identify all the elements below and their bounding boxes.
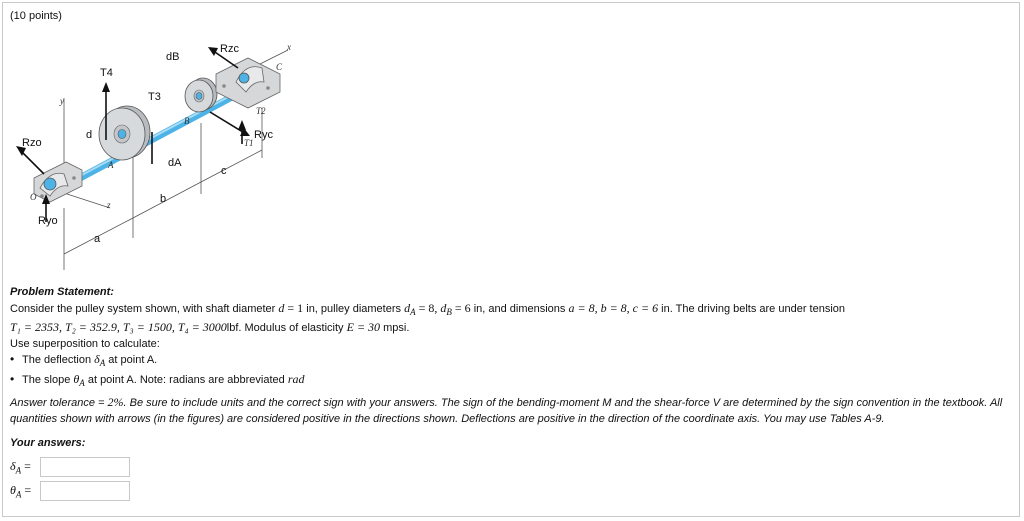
dim-line-c xyxy=(201,150,262,182)
math-theta-sub: A xyxy=(79,378,85,389)
label-t2: T2 xyxy=(256,106,266,116)
label-d: d xyxy=(86,129,93,141)
dim-line-b xyxy=(133,182,201,218)
text: at point A. Note: radians are abbreviated xyxy=(84,373,288,386)
text: Consider the pulley system shown, with shaft diameter xyxy=(10,302,279,315)
math-db: d xyxy=(440,300,447,315)
text: Answer tolerance = xyxy=(10,397,108,409)
math-delta: δ xyxy=(94,352,100,367)
label-db: dB xyxy=(166,51,180,63)
theta-label xyxy=(10,483,40,499)
text: at point A. xyxy=(105,354,158,367)
problem-line-2 xyxy=(10,320,1010,337)
math-da: d xyxy=(404,300,411,315)
math-da-value: = 8, xyxy=(415,300,441,315)
math-delta-sub: A xyxy=(99,358,106,369)
text: mpsi. xyxy=(380,322,410,335)
delta-sub: A xyxy=(15,465,22,476)
label-b: b xyxy=(160,193,167,205)
label-t3: T3 xyxy=(148,91,161,103)
math-db-sub: B xyxy=(446,306,452,317)
problem-line-1 xyxy=(10,301,1010,321)
label-a: a xyxy=(94,233,101,245)
ryc-arrowhead xyxy=(238,120,246,130)
math-d-value: = 1 xyxy=(284,300,304,315)
label-point-o: O xyxy=(30,192,37,202)
answer-row-delta xyxy=(10,455,130,479)
theta-symbol: θ xyxy=(10,482,16,497)
points-label: (10 points) xyxy=(10,10,62,22)
math-dims: a = 8, b = 8, c = 6 xyxy=(568,300,659,315)
label-y-axis: y xyxy=(60,96,64,106)
equals: = xyxy=(21,458,31,473)
math-e: E = 30 xyxy=(346,320,381,335)
label-point-c: C xyxy=(276,62,283,72)
text: lbf. Modulus of elasticity xyxy=(226,322,347,335)
pulley-system-figure xyxy=(10,38,323,272)
math-tensions: T₁ = 2353, T₂ = 352.9, T₃ = 1500, T₄ = 3000 xyxy=(10,320,227,335)
bearing-o xyxy=(34,162,82,202)
label-rzo: Rzo xyxy=(22,137,42,149)
t4-arrowhead xyxy=(102,82,110,92)
math-da-sub: A xyxy=(410,306,416,317)
t1-arrow xyxy=(210,112,246,134)
label-t1: T1 xyxy=(244,138,254,148)
label-t4: T4 xyxy=(100,67,113,79)
text: in. The driving belts are under tension xyxy=(658,302,846,315)
label-x-axis: x xyxy=(287,42,291,52)
answers-section xyxy=(10,437,130,503)
label-c: c xyxy=(221,165,227,177)
text: in, and dimensions xyxy=(470,302,569,315)
task-list xyxy=(10,352,1010,391)
pulley-diagram xyxy=(10,38,323,272)
label-da: dA xyxy=(168,157,182,169)
label-point-a: A xyxy=(108,160,114,170)
theta-sub: A xyxy=(15,489,22,500)
math-theta: θ xyxy=(73,371,80,386)
label-point-b: B xyxy=(184,116,190,126)
x-axis-line xyxy=(260,50,288,64)
label-rzc: Rzc xyxy=(220,43,239,55)
text: . Be sure to include units and the correct sign with your answers. The sign of the bending-moment M and the shear-force V are determined by the sign convention in the textbook. All quantities shown with arrows (in the figures) are considered positive in the directions shown. Deflections are positive in the direction of the coordinate axis. You may use Tables A-9. xyxy=(10,397,1003,425)
math-db-value: = 6 xyxy=(451,300,471,315)
rzc-arrowhead xyxy=(208,47,218,56)
answers-title: Your answers: xyxy=(10,437,86,449)
tolerance-note xyxy=(10,394,1010,427)
label-ryc: Ryc xyxy=(254,129,273,141)
delta-symbol: δ xyxy=(10,458,16,473)
task-slope xyxy=(22,372,1010,392)
answer-row-theta xyxy=(10,479,130,503)
text: The deflection xyxy=(22,354,95,367)
equals: = xyxy=(21,482,32,497)
z-axis-line xyxy=(64,193,110,208)
text: The slope xyxy=(22,373,74,386)
math-rad: rad xyxy=(287,371,305,386)
theta-answer-input[interactable] xyxy=(40,481,130,501)
problem-line-3: Use superposition to calculate: xyxy=(10,337,160,350)
delta-label xyxy=(10,459,40,475)
tolerance-percent: 2% xyxy=(107,395,124,409)
problem-statement xyxy=(10,285,1010,392)
rzo-arrow xyxy=(20,150,44,174)
label-ryo: Ryo xyxy=(38,215,58,227)
label-z-axis: z xyxy=(107,200,111,210)
text: in, pulley diameters xyxy=(303,302,405,315)
delta-answer-input[interactable] xyxy=(40,457,130,477)
problem-heading: Problem Statement: xyxy=(10,286,114,298)
task-deflection xyxy=(22,352,1010,372)
math-d: d xyxy=(278,300,285,315)
